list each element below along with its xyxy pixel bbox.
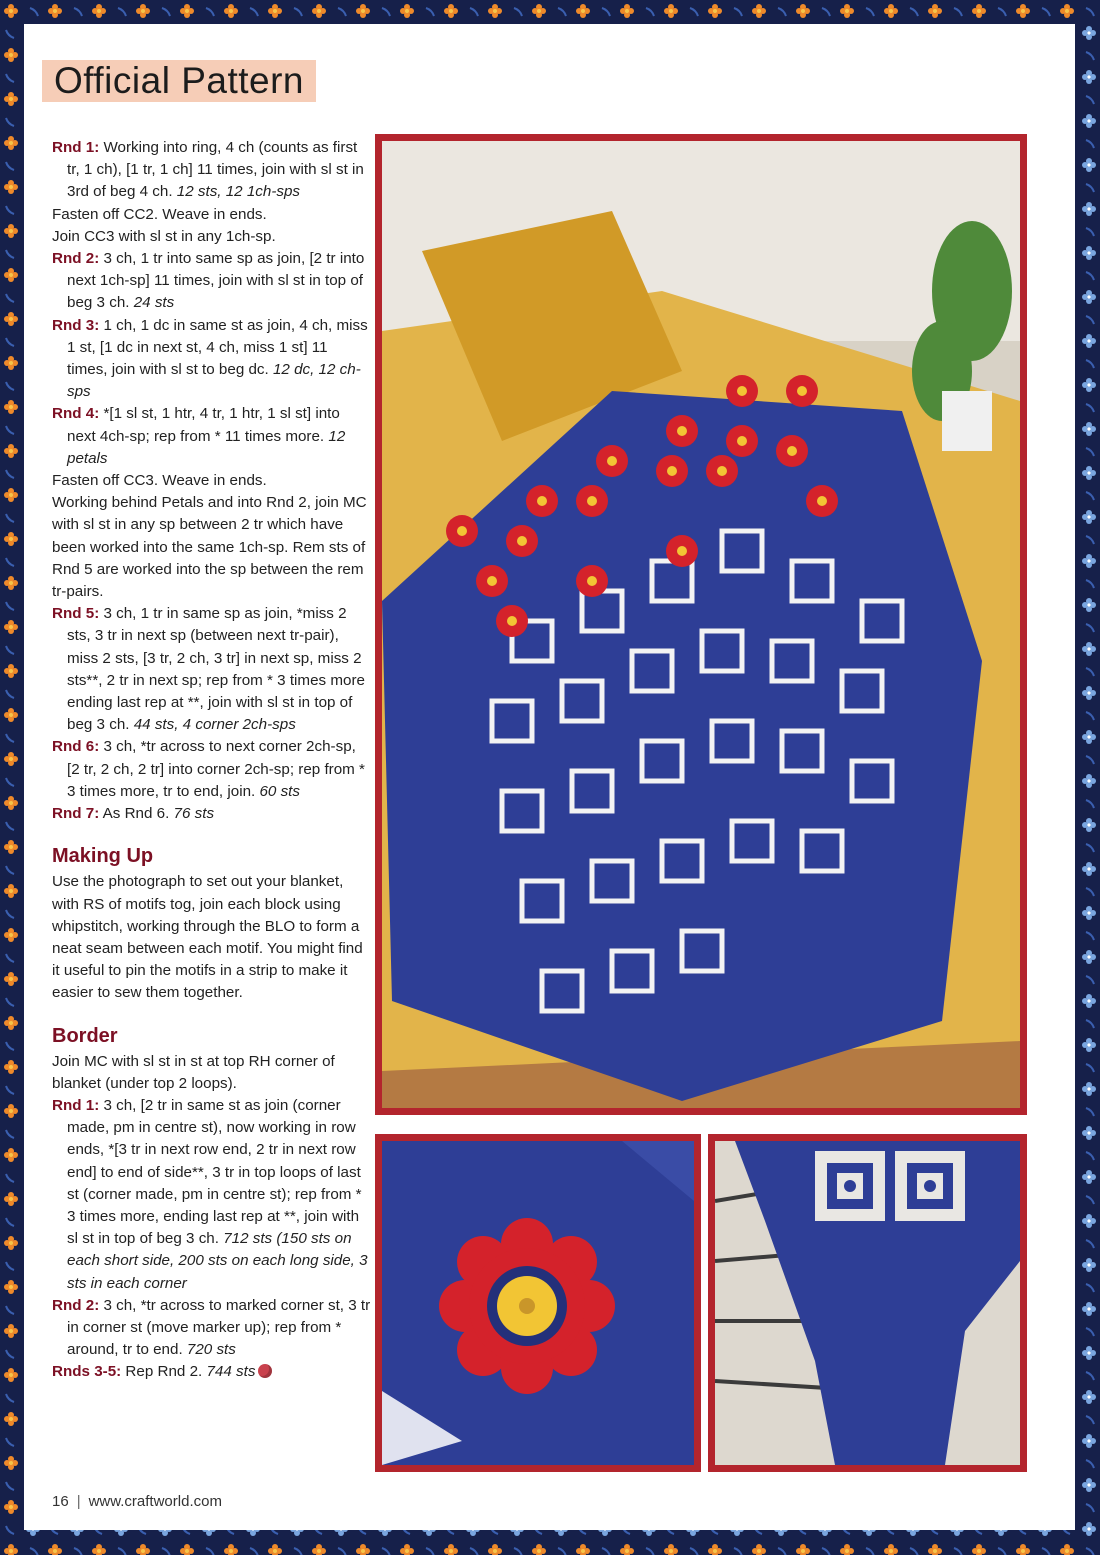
instruction-text: *[1 sl st, 1 htr, 4 tr, 1 htr, 1 sl st] into next 4ch-sp; rep from * 11 times more. <box>67 405 340 445</box>
instruction-text: Fasten off CC2. Weave in ends. <box>52 205 267 223</box>
website-link[interactable]: www.craftworld.com <box>88 1493 222 1510</box>
instruction-text: 3 ch, *tr across to next corner 2ch-sp, [2 tr, 2 ch, 2 tr] into corner 2ch-sp; rep from * 3 times more, tr to end, join. <box>67 738 365 800</box>
blanket-edge-photo <box>708 1134 1027 1472</box>
instruction-text: Working into ring, 4 ch (counts as first tr, 1 ch), [1 tr, 1 ch] 11 times, join with sl st in 3rd of beg 4 ch. <box>67 139 364 201</box>
instruction-text: 3 ch, [2 tr in same st as join (corner made, pm in centre st), now working in row ends, *[3 tr in next row end, 2 tr in next row end] to end of side**, 3 tr in top loops of last st (corner made, pm in centre st); rep from * 3 times more, ending last rep at **, join with sl st in top of beg 3 ch. <box>67 1096 362 1248</box>
round-label: Rnd 6: <box>52 738 100 756</box>
pattern-text-column <box>52 137 372 1384</box>
instruction-text: 1 ch, 1 dc in same st as join, 4 ch, miss 1 st, [1 dc in next st, 4 ch, miss 1 st] 11 times, join with sl st to beg dc. <box>67 316 368 379</box>
making-up-heading: Making Up <box>52 845 154 868</box>
border-rounds <box>52 1095 372 1384</box>
round-instruction <box>52 403 372 470</box>
flower-motif-photo <box>375 1134 701 1472</box>
instruction-note <box>52 226 372 248</box>
round-instruction <box>52 736 372 803</box>
stitch-count: 720 sts <box>186 1341 236 1359</box>
round-label: Rnd 7: <box>52 805 100 823</box>
stitch-count: 12 sts, 12 1ch-sps <box>176 183 301 201</box>
instruction-text: Working behind Petals and into Rnd 2, join MC with sl st in any sp between 2 tr which have been worked into the same 1ch-sp. Rem sts of Rnd 5 are worked into the sp between the rem tr-pairs. <box>52 494 367 601</box>
round-instruction <box>52 1295 372 1362</box>
page-footer <box>52 1493 222 1510</box>
stitch-count: 12 petals <box>67 427 346 467</box>
round-label: Rnd 4: <box>52 405 100 423</box>
stitch-count: 76 sts <box>173 805 215 823</box>
round-label: Rnds 3-5: <box>52 1363 122 1381</box>
stitch-count: 744 sts <box>206 1363 256 1381</box>
round-label: Rnd 2: <box>52 1296 100 1314</box>
pattern-instructions <box>52 137 372 825</box>
instruction-text: 3 ch, *tr across to marked corner st, 3 tr in corner st (move marker up); rep from * around, tr to end. <box>67 1296 371 1359</box>
yarn-ball-icon <box>258 1364 272 1378</box>
instruction-text: 3 ch, 1 tr in same sp as join, *miss 2 sts, 3 tr in next sp (between next tr-pair), miss 2 sts, [3 tr, 2 ch, 3 tr] in next sp, miss 2 sts**, 2 tr in next sp; rep from * 3 times more ending last rep at **, join with sl st in top of beg 3 ch. <box>67 605 365 734</box>
round-label: Rnd 1: <box>52 1096 100 1114</box>
page-title: Official Pattern <box>42 60 316 102</box>
border-heading: Border <box>52 1024 118 1047</box>
round-label: Rnd 2: <box>52 250 100 268</box>
stitch-count: 12 dc, 12 ch-sps <box>67 361 361 401</box>
instruction-note <box>52 204 372 226</box>
page <box>24 24 1075 1530</box>
instruction-text: As Rnd 6. <box>99 805 174 823</box>
stitch-count: 24 sts <box>133 294 175 312</box>
instruction-text: Rep Rnd 2. <box>121 1363 207 1381</box>
instruction-text: Fasten off CC3. Weave in ends. <box>52 472 267 490</box>
stitch-count: 44 sts, 4 corner 2ch-sps <box>133 716 296 734</box>
making-up-text: Use the photograph to set out your blanket, with RS of motifs tog, join each block using whipstitch, working through the BLO to form a neat seam between each motif. You might find it useful to pin the motifs in a strip to make it easier to sew them together. <box>52 873 363 1002</box>
round-instruction <box>52 315 372 404</box>
stitch-count: 712 sts (150 sts on each short side, 200 sts on each long side, 3 sts in each corner <box>67 1230 368 1292</box>
border-intro: Join MC with sl st in st at top RH corner of blanket (under top 2 loops). <box>52 1052 335 1092</box>
page-number: 16 <box>52 1493 69 1510</box>
round-label: Rnd 1: <box>52 139 100 156</box>
round-instruction <box>52 1095 372 1295</box>
round-instruction <box>52 248 372 315</box>
instruction-note <box>52 470 372 492</box>
stitch-count: 60 sts <box>259 782 300 800</box>
round-instruction <box>52 803 372 825</box>
instruction-text: 3 ch, 1 tr into same sp as join, [2 tr into next 1ch-sp] 11 times, join with sl st in top of beg 3 ch. <box>67 250 365 312</box>
round-instruction <box>52 137 372 204</box>
instruction-note <box>52 492 372 603</box>
round-instruction <box>52 603 372 736</box>
round-instruction <box>52 1361 372 1383</box>
blanket-photo <box>375 134 1027 1115</box>
round-label: Rnd 5: <box>52 605 100 623</box>
footer-separator: | <box>76 1493 81 1510</box>
instruction-text: Join CC3 with sl st in any 1ch-sp. <box>52 227 276 245</box>
round-label: Rnd 3: <box>52 316 100 334</box>
